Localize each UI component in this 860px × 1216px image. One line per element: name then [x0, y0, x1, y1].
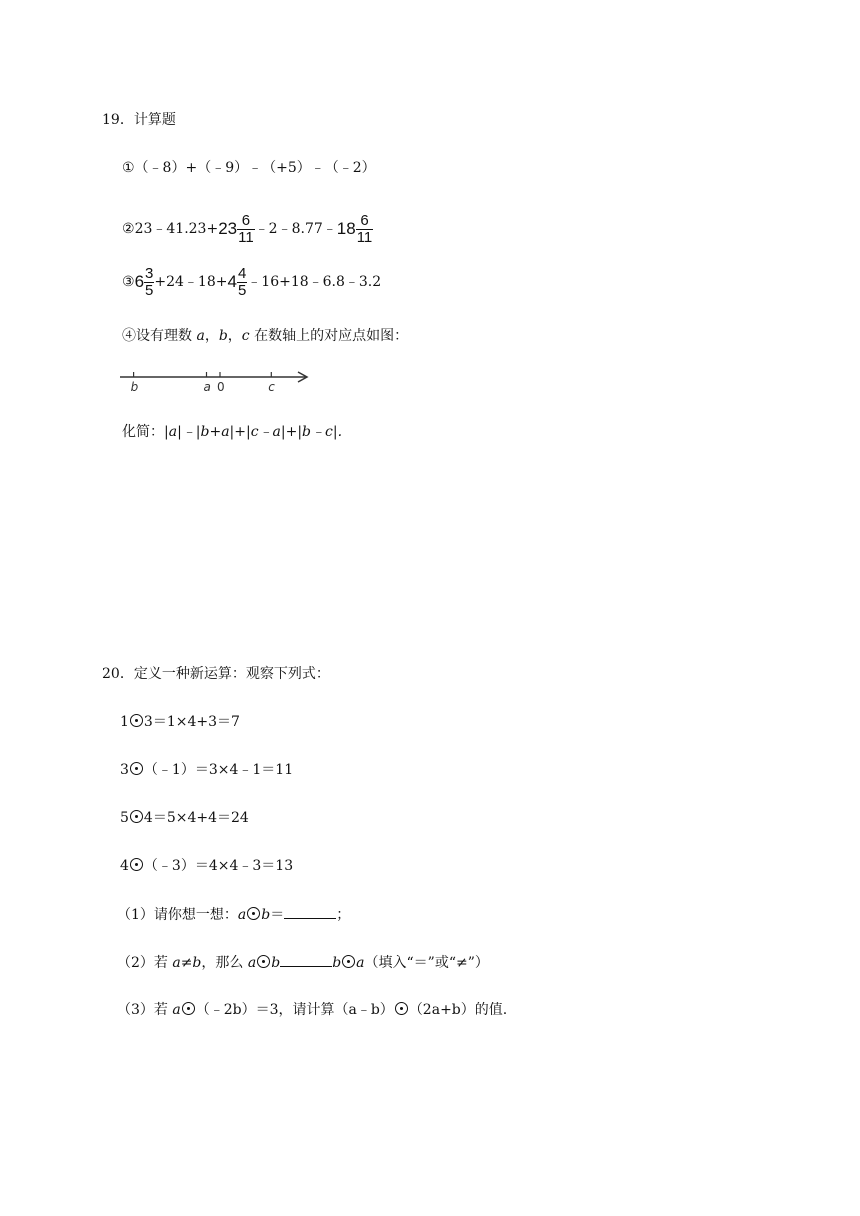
q20-sub1: （1）请你想一想：a b＝ ；	[117, 904, 350, 925]
fraction: $\frac{4}{5}$	[237, 264, 247, 299]
fraction: $\frac{6}{11}$	[356, 211, 373, 246]
odot-operator-icon	[130, 714, 143, 727]
q20-example: 3 （﹣1）＝3×4﹣1＝11	[120, 762, 294, 778]
q19-part1: ①（﹣8）+（﹣9）﹣（+5）﹣（﹣2）	[122, 160, 376, 176]
number-line-diagram	[118, 366, 318, 396]
answer-blank	[280, 952, 332, 967]
circled-number: ②	[122, 221, 135, 237]
odot-operator-icon	[130, 858, 143, 871]
q19-part2: ②23﹣41.23+23 $\frac{6}{11}$ ﹣2﹣8.77﹣18 $\frac{6}{11}$	[122, 211, 373, 246]
odot-operator-icon	[130, 810, 143, 823]
odot-operator-icon	[342, 955, 355, 968]
q20-heading: 20．定义一种新运算：观察下列式：	[102, 666, 330, 682]
number-line-label: 0	[217, 380, 225, 394]
circled-number: ③	[122, 274, 135, 290]
q19-heading: 19．计算题	[102, 112, 176, 128]
q19-part4: ④设有理数 a，b，c 在数轴上的对应点如图：	[122, 328, 409, 344]
q19-part3: ③6 $\frac{3}{5}$ +24﹣18+4 $\frac{4}{5}$ ﹣16+18﹣6.8﹣3.2	[122, 264, 382, 299]
odot-operator-icon	[130, 762, 143, 775]
q20-example: 5 4＝5×4+4＝24	[120, 810, 249, 826]
q20-sub2: （2）若 a≠b，那么 a b b a（填入“＝”或“≠”）	[117, 952, 489, 973]
q20-example: 1 3＝1×4+3＝7	[120, 714, 240, 730]
odot-operator-icon	[247, 907, 260, 920]
answer-blank	[284, 904, 336, 919]
number-line-ticks	[131, 372, 276, 394]
q20-sub3: （3）若 a （﹣2b）＝3，请计算（a﹣b） （2a+b）的值.	[117, 1002, 508, 1018]
q19-simplify: 化简：|a|﹣|b+a|+|c﹣a|+|b﹣c|.	[122, 424, 343, 440]
number-line-label: c	[268, 380, 275, 394]
odot-operator-icon	[395, 1002, 408, 1015]
odot-operator-icon	[257, 955, 270, 968]
fraction: $\frac{3}{5}$	[145, 264, 154, 299]
fraction: $\frac{6}{11}$	[238, 211, 254, 246]
q20-example: 4 （﹣3）＝4×4﹣3＝13	[120, 858, 294, 874]
number-line-label: a	[203, 380, 211, 394]
odot-operator-icon	[182, 1002, 195, 1015]
number-line-label: b	[130, 380, 139, 394]
